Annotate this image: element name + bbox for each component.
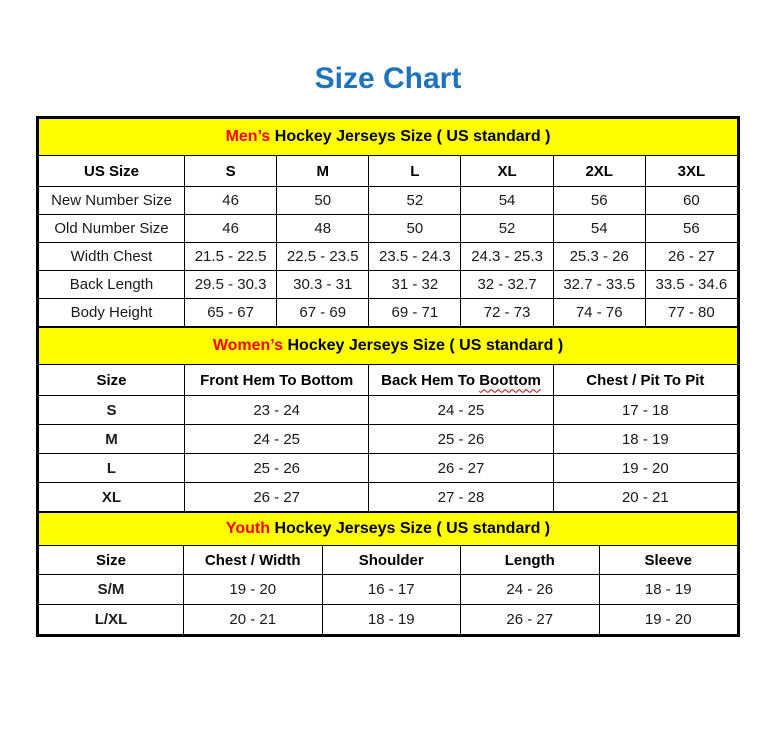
womens-col-header: Front Hem To Bottom — [185, 365, 369, 396]
womens-section-rest: Hockey Jerseys Size ( US standard ) — [283, 337, 564, 354]
youth-section-rest: Hockey Jerseys Size ( US standard ) — [270, 520, 551, 537]
row-label: Width Chest — [39, 243, 185, 271]
size-value-cell: 25 - 26 — [185, 454, 369, 483]
size-value-cell: 20 - 21 — [553, 483, 737, 512]
mens-col-header: XL — [461, 156, 553, 187]
size-value-cell: 17 - 18 — [553, 396, 737, 425]
womens-section-title — [39, 328, 738, 365]
womens-section-highlight: Women’s — [212, 337, 284, 354]
size-value-cell: 30.3 - 31 — [277, 271, 369, 299]
size-value-cell: 18 - 19 — [322, 605, 461, 635]
table-row — [39, 187, 738, 215]
size-value-cell: 19 - 20 — [553, 454, 737, 483]
size-value-cell: 50 — [277, 187, 369, 215]
table-row — [39, 396, 738, 425]
youth-col-header: Sleeve — [599, 546, 738, 575]
mens-section-title — [39, 119, 738, 156]
size-value-cell: 60 — [645, 187, 737, 215]
page-title: Size Chart — [314, 62, 462, 95]
size-value-cell: 26 - 27 — [185, 483, 369, 512]
size-value-cell: 72 - 73 — [461, 299, 553, 327]
mens-col-header: S — [185, 156, 277, 187]
mens-column-header-row — [39, 156, 738, 187]
size-value-cell: 18 - 19 — [553, 425, 737, 454]
row-label: S — [39, 396, 185, 425]
size-value-cell: 25.3 - 26 — [553, 243, 645, 271]
table-row — [39, 299, 738, 327]
womens-column-header-row — [39, 365, 738, 396]
row-label: S/M — [39, 575, 184, 605]
size-value-cell: 21.5 - 22.5 — [185, 243, 277, 271]
womens-col-header-prefix: Back Hem To — [381, 371, 480, 389]
youth-size-table — [38, 512, 738, 635]
size-value-cell: 46 — [185, 215, 277, 243]
youth-section-highlight: Youth — [225, 520, 270, 537]
size-value-cell: 27 - 28 — [369, 483, 553, 512]
youth-section-title — [39, 513, 738, 546]
youth-col-header: Size — [39, 546, 184, 575]
size-value-cell: 23 - 24 — [185, 396, 369, 425]
mens-col-header: US Size — [39, 156, 185, 187]
size-value-cell: 24 - 25 — [369, 396, 553, 425]
size-value-cell: 56 — [553, 187, 645, 215]
size-value-cell: 26 - 27 — [645, 243, 737, 271]
size-value-cell: 22.5 - 23.5 — [277, 243, 369, 271]
youth-section-header — [39, 513, 738, 546]
size-value-cell: 52 — [369, 187, 461, 215]
misspelled-word-squiggle: Boottom — [479, 371, 541, 389]
mens-section-rest: Hockey Jerseys Size ( US standard ) — [270, 128, 551, 145]
size-value-cell: 74 - 76 — [553, 299, 645, 327]
size-value-cell: 32 - 32.7 — [461, 271, 553, 299]
size-value-cell: 52 — [461, 215, 553, 243]
mens-section-highlight: Men’s — [225, 128, 271, 145]
size-value-cell: 23.5 - 24.3 — [369, 243, 461, 271]
youth-column-header-row — [39, 546, 738, 575]
table-row — [39, 575, 738, 605]
size-value-cell: 19 - 20 — [184, 575, 323, 605]
table-row — [39, 454, 738, 483]
table-row — [39, 425, 738, 454]
row-label: XL — [39, 483, 185, 512]
table-row — [39, 243, 738, 271]
size-value-cell: 19 - 20 — [599, 605, 738, 635]
size-value-cell: 46 — [185, 187, 277, 215]
mens-col-header: 2XL — [553, 156, 645, 187]
size-value-cell: 20 - 21 — [184, 605, 323, 635]
youth-col-header: Length — [461, 546, 600, 575]
size-value-cell: 25 - 26 — [369, 425, 553, 454]
size-value-cell: 48 — [277, 215, 369, 243]
youth-col-header: Shoulder — [322, 546, 461, 575]
womens-section-header — [39, 328, 738, 365]
size-value-cell: 24 - 25 — [185, 425, 369, 454]
womens-size-table — [38, 327, 738, 512]
size-value-cell: 54 — [553, 215, 645, 243]
mens-col-header: M — [277, 156, 369, 187]
row-label: New Number Size — [39, 187, 185, 215]
table-row — [39, 271, 738, 299]
table-row — [39, 215, 738, 243]
mens-section-header — [39, 119, 738, 156]
row-label: L/XL — [39, 605, 184, 635]
size-value-cell: 56 — [645, 215, 737, 243]
size-value-cell: 24.3 - 25.3 — [461, 243, 553, 271]
size-value-cell: 33.5 - 34.6 — [645, 271, 737, 299]
size-value-cell: 31 - 32 — [369, 271, 461, 299]
size-value-cell: 65 - 67 — [185, 299, 277, 327]
youth-col-header: Chest / Width — [184, 546, 323, 575]
size-value-cell: 26 - 27 — [369, 454, 553, 483]
row-label: L — [39, 454, 185, 483]
womens-col-header: Chest / Pit To Pit — [553, 365, 737, 396]
size-value-cell: 50 — [369, 215, 461, 243]
mens-size-table — [38, 118, 738, 327]
size-chart-container — [36, 116, 740, 637]
size-value-cell: 67 - 69 — [277, 299, 369, 327]
size-value-cell: 26 - 27 — [461, 605, 600, 635]
row-label: Old Number Size — [39, 215, 185, 243]
size-value-cell: 54 — [461, 187, 553, 215]
size-value-cell: 16 - 17 — [322, 575, 461, 605]
mens-col-header: 3XL — [645, 156, 737, 187]
table-row — [39, 605, 738, 635]
row-label: Back Length — [39, 271, 185, 299]
size-value-cell: 77 - 80 — [645, 299, 737, 327]
size-value-cell: 18 - 19 — [599, 575, 738, 605]
row-label: Body Height — [39, 299, 185, 327]
womens-col-header — [369, 365, 553, 396]
mens-col-header: L — [369, 156, 461, 187]
size-value-cell: 32.7 - 33.5 — [553, 271, 645, 299]
table-row — [39, 483, 738, 512]
size-value-cell: 69 - 71 — [369, 299, 461, 327]
womens-col-header: Size — [39, 365, 185, 396]
row-label: M — [39, 425, 185, 454]
size-value-cell: 29.5 - 30.3 — [185, 271, 277, 299]
size-value-cell: 24 - 26 — [461, 575, 600, 605]
